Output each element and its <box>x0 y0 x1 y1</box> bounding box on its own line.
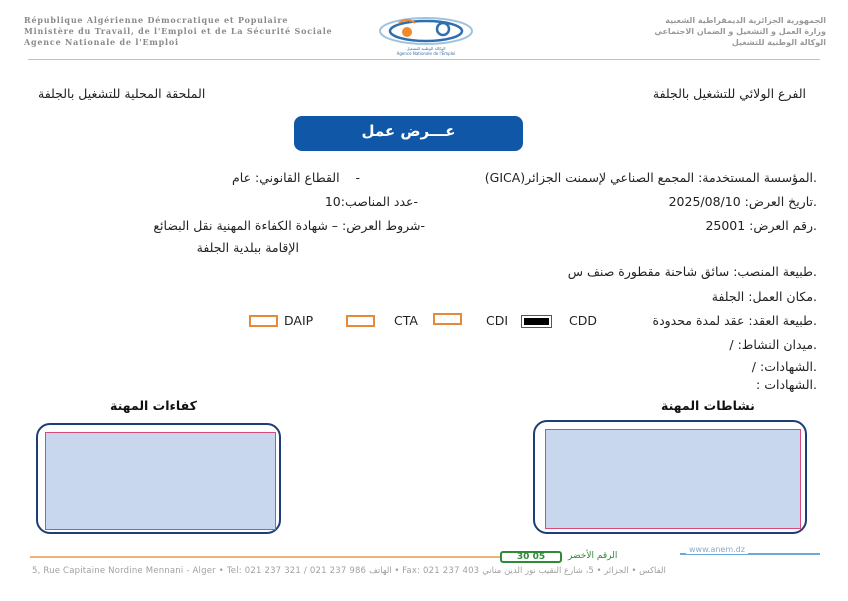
job-nature-text: طبيعة المنصب: سائق شاحنة مقطورة صنف س <box>567 264 814 279</box>
contract-cdd-label: CDD <box>569 313 597 328</box>
activities-textarea[interactable] <box>545 429 801 529</box>
positions-text: عدد المناصب:10 <box>324 194 414 209</box>
bullet-dot: . <box>813 218 817 233</box>
bullet-dash: - <box>339 170 360 185</box>
contract-daip-label: DAIP <box>284 313 314 328</box>
section-competencies-title: كفاءات المهنة <box>110 398 197 413</box>
logo-caption <box>378 46 474 56</box>
header-fr-line3: Agence Nationale de l'Emploi <box>24 37 179 47</box>
field-certificates-1 <box>752 359 817 374</box>
field-sector <box>232 170 360 185</box>
field-employer <box>485 170 817 185</box>
bullet-dot: . <box>813 194 817 209</box>
header-fr <box>24 15 332 48</box>
field-activity-field <box>729 337 817 352</box>
bullet-dot: . <box>813 337 817 352</box>
employer-text: المؤسسة المستخدمة: المجمع الصناعي لإسمنت الجزائر(GICA) <box>484 170 814 185</box>
certificates-2-text: الشهادات : <box>756 377 814 392</box>
header-fr-line1: République Algérienne Démocratique et Populaire <box>24 15 289 25</box>
website-link[interactable]: www.anem.dz <box>686 545 748 554</box>
field-positions <box>325 194 418 209</box>
footer-address: 5, Rue Capitaine Nordine Mennani - Alger • Tel: 021 237 321 / 021 237 986 الهاتف • Fax: 021 237 403 الفاكس • الجزائر • 5، شارع النقيب نور الدين مناني <box>32 566 666 576</box>
certificates-1-text: الشهادات: / <box>751 359 814 374</box>
section-activities-title: نشاطات المهنة <box>661 398 755 413</box>
anem-logo-mark <box>374 14 478 48</box>
bullet-dot: . <box>813 264 817 279</box>
work-place-text: مكان العمل: الجلفة <box>711 289 814 304</box>
contract-daip-checkbox[interactable] <box>249 315 278 327</box>
footer-rule-left <box>30 556 500 558</box>
offer-number-text: رقم العرض: 25001 <box>705 218 814 233</box>
contract-cta-label: CTA <box>394 313 418 328</box>
contract-cdi-checkbox[interactable] <box>521 315 552 328</box>
field-offer-date <box>669 194 817 209</box>
field-contract-nature <box>653 313 817 328</box>
bullet-dot: . <box>813 289 817 304</box>
field-work-place <box>712 289 817 304</box>
header-fr-line2: Ministère du Travail, de l'Emploi et de La Sécurité Sociale <box>24 26 333 36</box>
sector-text: القطاع القانوني: عام <box>232 170 340 185</box>
logo-caption-fr: Agence Nationale de l'Emploi <box>396 51 456 56</box>
field-certificates-2 <box>756 377 817 392</box>
contract-cdi-label: CDI <box>486 313 509 328</box>
contract-cta-checkbox[interactable] <box>433 313 462 325</box>
bullet-dot: . <box>813 313 817 328</box>
header-ar <box>654 15 826 48</box>
field-offer-number <box>705 218 817 233</box>
logo-caption-ar: الوكالة الوطنية للتشغيل <box>406 46 446 51</box>
bullet-dash: - <box>420 218 425 233</box>
green-number-badge: 30 05 <box>500 551 562 563</box>
branch-left: الملحقة المحلية للتشغيل بالجلفة <box>38 86 206 101</box>
header-ar-line2: وزارة العمل و التشغيل و الضمان الاجتماعي <box>654 27 826 36</box>
offer-date-text: تاريخ العرض: 2025/08/10 <box>668 194 814 209</box>
bullet-dot: . <box>813 170 817 185</box>
activities-frame <box>533 420 807 534</box>
field-job-nature <box>568 264 817 279</box>
bullet-dot: . <box>813 377 817 392</box>
page-title: عـــرض عمل <box>294 116 523 151</box>
field-residence: الإقامة ببلدية الجلفة <box>196 240 299 255</box>
conditions-text: شروط العرض: – شهادة الكفاءة المهنية نقل البضائع <box>153 218 421 233</box>
green-number-label: الرقم الأخضر <box>568 551 618 561</box>
bullet-dash: - <box>413 194 418 209</box>
bullet-dot: . <box>813 359 817 374</box>
activity-field-text: ميدان النشاط: / <box>729 337 814 352</box>
branch-right: الفرع الولائي للتشغيل بالجلفة <box>652 86 806 101</box>
competencies-textarea[interactable] <box>45 432 276 530</box>
header-ar-line3: الوكالة الوطنية للتشغيل <box>731 38 826 47</box>
header-rule <box>28 59 820 60</box>
checkbox-fill <box>524 318 549 325</box>
contract-unlabeled-checkbox[interactable] <box>346 315 375 327</box>
header-ar-line1: الجمهورية الجزائرية الديمقراطية الشعبية <box>665 16 826 25</box>
field-conditions <box>153 218 425 233</box>
contract-nature-text: طبيعة العقد: عقد لمدة محدودة <box>652 313 814 328</box>
competencies-frame <box>36 423 281 534</box>
